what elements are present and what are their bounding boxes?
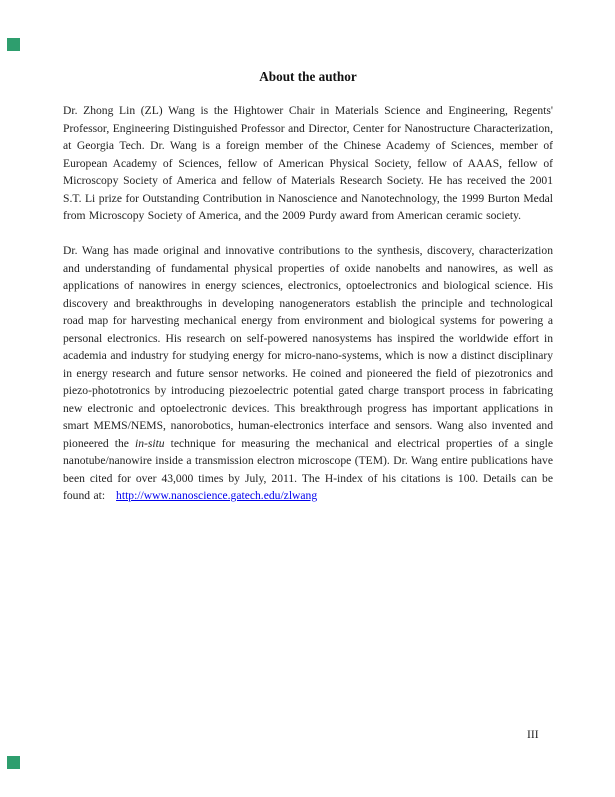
page-content [63,69,553,505]
paragraph-2-text-continued: technique for measuring the mechanical and electrical properties of a single nanotube/nanowire inside a transmission electron microscope (TEM). Dr. Wang entire publications have been cited for over 43,000 times by July, 2011. The H-index of his citations is 100. Details can be found at: [63,436,554,502]
author-bio-paragraph-2 [63,242,553,505]
page-title: About the author [259,69,357,84]
corner-marker-top [7,38,20,51]
corner-marker-bottom [7,756,20,769]
italic-term: in-situ [134,436,165,450]
paragraph-2-text: Dr. Wang has made original and innovative contributions to the synthesis, discovery, characterization and understanding of fundamental physical properties of oxide nanobelts and nanowires, as well as applications of nanowires in energy sciences, electronics, optoelectronics and biological science. His discovery and breakthroughs in developing nanogenerators establish the principle and technological road map for harvesting mechanical energy from environment and biological systems for powering a personal electronics. His research on self-powered nanosystems has inspired the worldwide effort in academia and industry for studying energy for micro-nano-systems, which is now a distinct disciplinary in energy research and future sensor networks. He coined and pioneered the field of piezotronics and piezo-phototronics by introducing piezoelectric potential gated charge transport process in fabricating new electronic and optoelectronic devices. This breakthrough progress has important applications in smart MEMS/NEMS, nanorobotics, human-electronics interface and sensors. Wang also invented and pioneered the [63,244,553,450]
author-website-link[interactable]: http://www.nanoscience.gatech.edu/zlwang [116,489,318,502]
author-bio-paragraph-1: Dr. Zhong Lin (ZL) Wang is the Hightower Chair in Materials Science and Engineering, Regents' Professor, Engineering Distinguished Professor and Director, Center for Nanostructure Characterization, at Georgia Tech. Dr. Wang is a foreign member of the Chinese Academy of Sciences, member of European Academy of Sciences, fellow of American Physical Society, fellow of AAAS, fellow of Microscopy Society of America and fellow of Materials Research Society. He has received the 2001 S.T. Li prize for Outstanding Contribution in Nanoscience and Nanotechnology, the 1999 Burton Medal from Microscopy Society of America, and the 2009 Purdy award from American ceramic society. [63,104,553,222]
page-number: III [527,728,539,741]
